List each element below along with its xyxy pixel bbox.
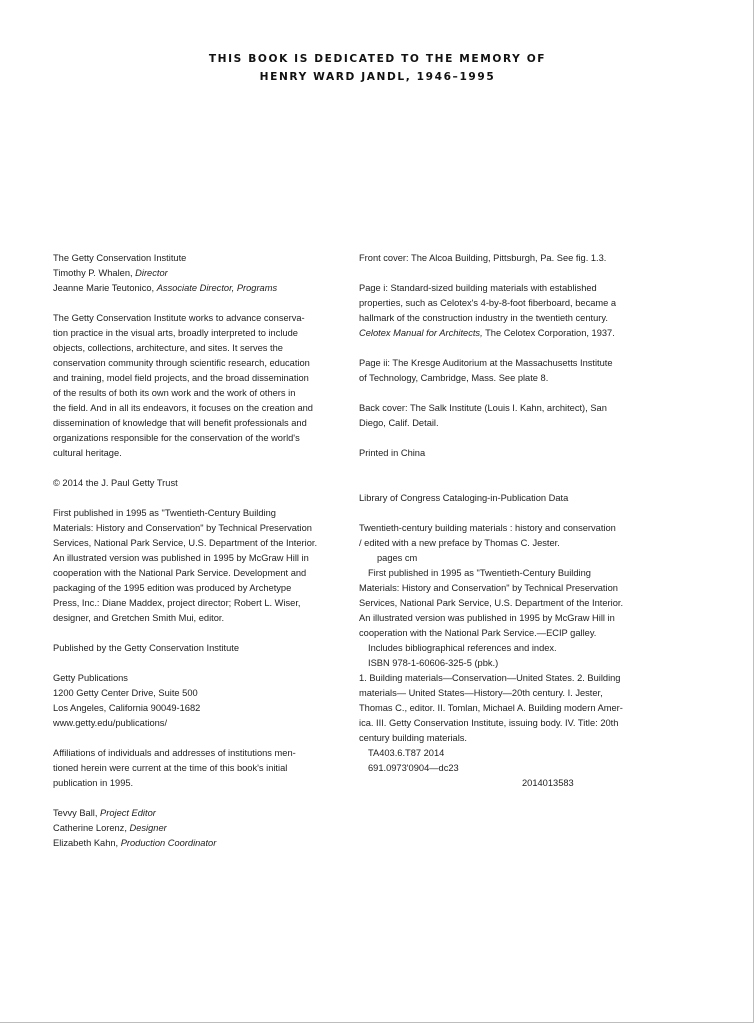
page-i-source-line (359, 326, 651, 341)
credit-name: Tevvy Ball, (53, 808, 98, 818)
cip-line: ica. III. Getty Conservation Institute, issuing body. IV. Title: 20th (359, 718, 619, 728)
credit-role: Project Editor (100, 808, 156, 818)
credit-name: Catherine Lorenz, (53, 823, 127, 833)
cip-line: Twentieth-century building materials : history and conservation (359, 523, 616, 533)
cip-line: 1. Building materials—Conservation—United States. 2. Building (359, 673, 621, 683)
affiliations-line: Affiliations of individuals and addresses of institutions men- (53, 748, 296, 758)
cip-line: century building materials. (359, 733, 467, 743)
front-cover-caption: Front cover: The Alcoa Building, Pittsburgh, Pa. See fig. 1.3. (359, 253, 607, 263)
cip-line: An illustrated version was published in 1995 by McGraw Hill in (359, 613, 615, 623)
institute-name: The Getty Conservation Institute (53, 253, 187, 263)
first-published-line: First published in 1995 as "Twentieth-Century Building (53, 508, 276, 518)
associate-director-role: Associate Director, Programs (156, 283, 278, 293)
cip-heading: Library of Congress Cataloging-in-Publication Data (359, 493, 569, 503)
mission-line: and training, model field projects, and the broad dissemination (53, 373, 309, 383)
mission-line: the field. And in all its endeavors, it focuses on the creation and (53, 403, 313, 413)
mission-line: cultural heritage. (53, 448, 122, 458)
back-cover-caption-line: Back cover: The Salk Institute (Louis I. Kahn, architect), San (359, 403, 607, 413)
first-published-line: Services, National Park Service, U.S. Department of the Interior. (53, 538, 318, 548)
director-name: Timothy P. Whalen, (53, 268, 133, 278)
first-published-line: packaging of the 1995 edition was produced by Archetype (53, 583, 292, 593)
mission-line: The Getty Conservation Institute works to advance conserva- (53, 313, 305, 323)
left-column (53, 251, 349, 851)
page-i-caption-line: hallmark of the construction industry in the twentieth century. (359, 313, 608, 323)
dedication-line-2: HENRY WARD JANDL, 1946–1995 (259, 71, 496, 83)
first-published-line: designer, and Gretchen Smith Mui, editor. (53, 613, 225, 623)
page-ii-caption-line: of Technology, Cambridge, Mass. See plate 8. (359, 373, 549, 383)
cip-line: / edited with a new preface by Thomas C. Jester. (359, 538, 560, 548)
page-i-caption-line: Page i: Standard-sized building materials with established (359, 283, 597, 293)
credit-role: Production Coordinator (120, 838, 217, 848)
mission-line: conservation community through scientific research, education (53, 358, 310, 368)
cip-line: Services, National Park Service, U.S. Department of the Interior. (359, 598, 624, 608)
credit-line (53, 821, 349, 836)
cip-line: ISBN 978-1-60606-325-5 (pbk.) (368, 658, 499, 668)
cip-line: pages cm (377, 553, 418, 563)
publisher-website: www.getty.edu/publications/ (53, 718, 168, 728)
page-i-source-title: Celotex Manual for Architects, (359, 328, 483, 338)
mission-line: objects, collections, architecture, and sites. It serves the (53, 343, 283, 353)
cip-line: Materials: History and Conservation" by Technical Preservation (359, 583, 618, 593)
associate-director-name: Jeanne Marie Teutonico, (53, 283, 155, 293)
mission-line: tion practice in the visual arts, broadly interpreted to include (53, 328, 298, 338)
affiliations-line: publication in 1995. (53, 778, 134, 788)
cip-lccn: 2014013583 (522, 778, 574, 788)
right-column (359, 251, 651, 791)
dedication-line-1: THIS BOOK IS DEDICATED TO THE MEMORY OF (208, 53, 547, 65)
cip-line: First published in 1995 as "Twentieth-Century Building (368, 568, 591, 578)
publisher-city: Los Angeles, California 90049-1682 (53, 703, 201, 713)
first-published-line: An illustrated version was published in 1995 by McGraw Hill in (53, 553, 309, 563)
credit-name: Elizabeth Kahn, (53, 838, 119, 848)
cip-line: Includes bibliographical references and index. (368, 643, 557, 653)
affiliations-line: tioned herein were current at the time of this book's initial (53, 763, 288, 773)
cip-dewey-number: 691.0973'0904—dc23 (368, 763, 459, 773)
first-published-line: Materials: History and Conservation" by Technical Preservation (53, 523, 312, 533)
credit-line (53, 836, 349, 851)
published-by: Published by the Getty Conservation Institute (53, 643, 240, 653)
printed-in: Printed in China (359, 448, 426, 458)
associate-director-line (53, 281, 349, 296)
publisher-address: 1200 Getty Center Drive, Suite 500 (53, 688, 198, 698)
first-published-line: cooperation with the National Park Service. Development and (53, 568, 307, 578)
copyright: © 2014 the J. Paul Getty Trust (53, 478, 178, 488)
cip-line: materials— United States—History—20th century. I. Jester, (359, 688, 603, 698)
page-i-source-rest: The Celotex Corporation, 1937. (485, 328, 615, 338)
first-published-line: Press, Inc.: Diane Maddex, project director; Robert L. Wiser, (53, 598, 301, 608)
director-role: Director (135, 268, 168, 278)
cip-line: cooperation with the National Park Service.—ECIP galley. (359, 628, 597, 638)
mission-line: organizations responsible for the conservation of the world's (53, 433, 300, 443)
publisher-name: Getty Publications (53, 673, 128, 683)
mission-line: dissemination of knowledge that will benefit professionals and (53, 418, 307, 428)
page-ii-caption-line: Page ii: The Kresge Auditorium at the Massachusetts Institute (359, 358, 613, 368)
credit-role: Designer (129, 823, 167, 833)
cip-call-number: TA403.6.T87 2014 (368, 748, 445, 758)
director-line (53, 266, 349, 281)
credit-line (53, 806, 349, 821)
mission-line: of the results of both its own work and the work of others in (53, 388, 296, 398)
cip-line: Thomas C., editor. II. Tomlan, Michael A. Building modern Amer- (359, 703, 623, 713)
page-i-caption-line: properties, such as Celotex's 4-by-8-foot fiberboard, became a (359, 298, 617, 308)
back-cover-caption-line: Diego, Calif. Detail. (359, 418, 439, 428)
